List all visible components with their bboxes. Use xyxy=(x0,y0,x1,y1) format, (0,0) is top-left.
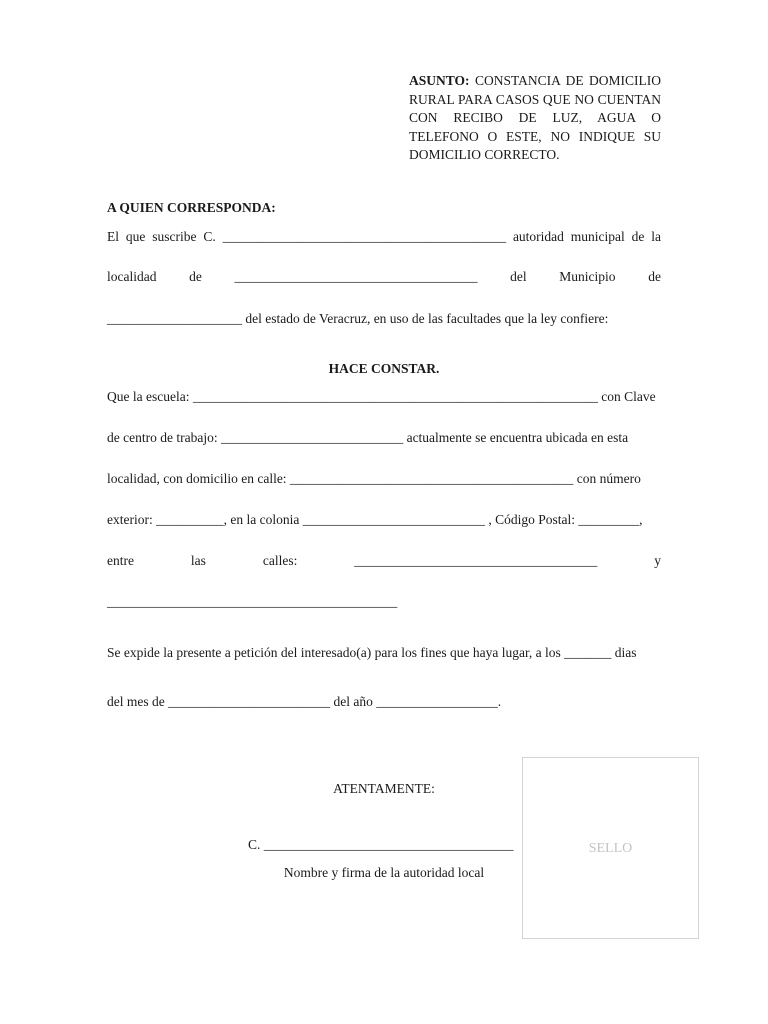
asunto-block xyxy=(409,72,661,165)
asunto-label: ASUNTO: xyxy=(409,73,470,88)
para2-line2: de centro de trabajo: ___________________________ actualmente se encuentra ubicada en esta xyxy=(107,430,629,445)
para2-line1: Que la escuela: ____________________________________________________________ con Clave xyxy=(107,389,656,404)
para2-line5-word: las xyxy=(190,553,206,568)
para1-line1 xyxy=(107,228,661,246)
closing-atentamente: ATENTAMENTE: xyxy=(333,781,435,796)
para1-line2-blank: ____________________________________ xyxy=(234,269,478,284)
para2-line5 xyxy=(107,552,661,570)
signature-caption: Nombre y firma de la autoridad local xyxy=(283,865,485,880)
para1-line1-word: la xyxy=(651,229,661,244)
para2-line4: exterior: __________, en la colonia ___________________________ , Código Postal: _________, xyxy=(107,512,643,527)
para1-line3: ____________________ del estado de Veracruz, en uso de las facultades que la ley confiere: xyxy=(107,311,609,326)
para1-line2-word: localidad xyxy=(107,269,157,284)
para1-line1-word: que xyxy=(125,229,146,244)
signature-line: C. _____________________________________ xyxy=(248,837,514,852)
para2-line5-blank: ____________________________________ xyxy=(354,553,598,568)
para2-line6: ___________________________________________ xyxy=(107,594,398,609)
para1-line2-word: Municipio xyxy=(559,269,616,284)
para3-line1: Se expide la presente a petición del interesado(a) para los fines que haya lugar, a los _______ dias xyxy=(107,645,637,660)
para1-line1-word: __________________________________________ xyxy=(222,229,507,244)
para3-line2: del mes de ________________________ del año __________________. xyxy=(107,694,502,709)
para1-line1-word: El xyxy=(107,229,119,244)
para1-line1-word: autoridad xyxy=(512,229,564,244)
para2-line5-word: calles: xyxy=(262,553,298,568)
sello-box xyxy=(522,757,699,939)
para1-line1-word: C. xyxy=(203,229,216,244)
para1-line2-word: de xyxy=(648,269,661,284)
sello-label: SELLO xyxy=(588,841,633,856)
para2-line5-word: entre xyxy=(107,553,134,568)
asunto-text: CONSTANCIA DE DOMICILIO RURAL PARA CASOS QUE NO CUENTAN CON RECIBO DE LUZ, AGUA O TELEFONO O ESTE, NO INDIQUE SU DOMICILIO CORRECTO. xyxy=(409,73,661,162)
para2-line3: localidad, con domicilio en calle: __________________________________________ con número xyxy=(107,471,641,486)
para1-line2-word: del xyxy=(510,269,527,284)
para1-line1-word: suscribe xyxy=(152,229,197,244)
para1-line1-word: de xyxy=(631,229,645,244)
para1-line1-text xyxy=(107,228,661,246)
para1-line2 xyxy=(107,268,661,286)
salutation: A QUIEN CORRESPONDA: xyxy=(107,200,276,215)
heading-hace-constar: HACE CONSTAR. xyxy=(328,361,440,376)
para2-line5-word: y xyxy=(654,553,661,568)
para1-line1-word: municipal xyxy=(570,229,625,244)
para1-line2-word: de xyxy=(189,269,202,284)
